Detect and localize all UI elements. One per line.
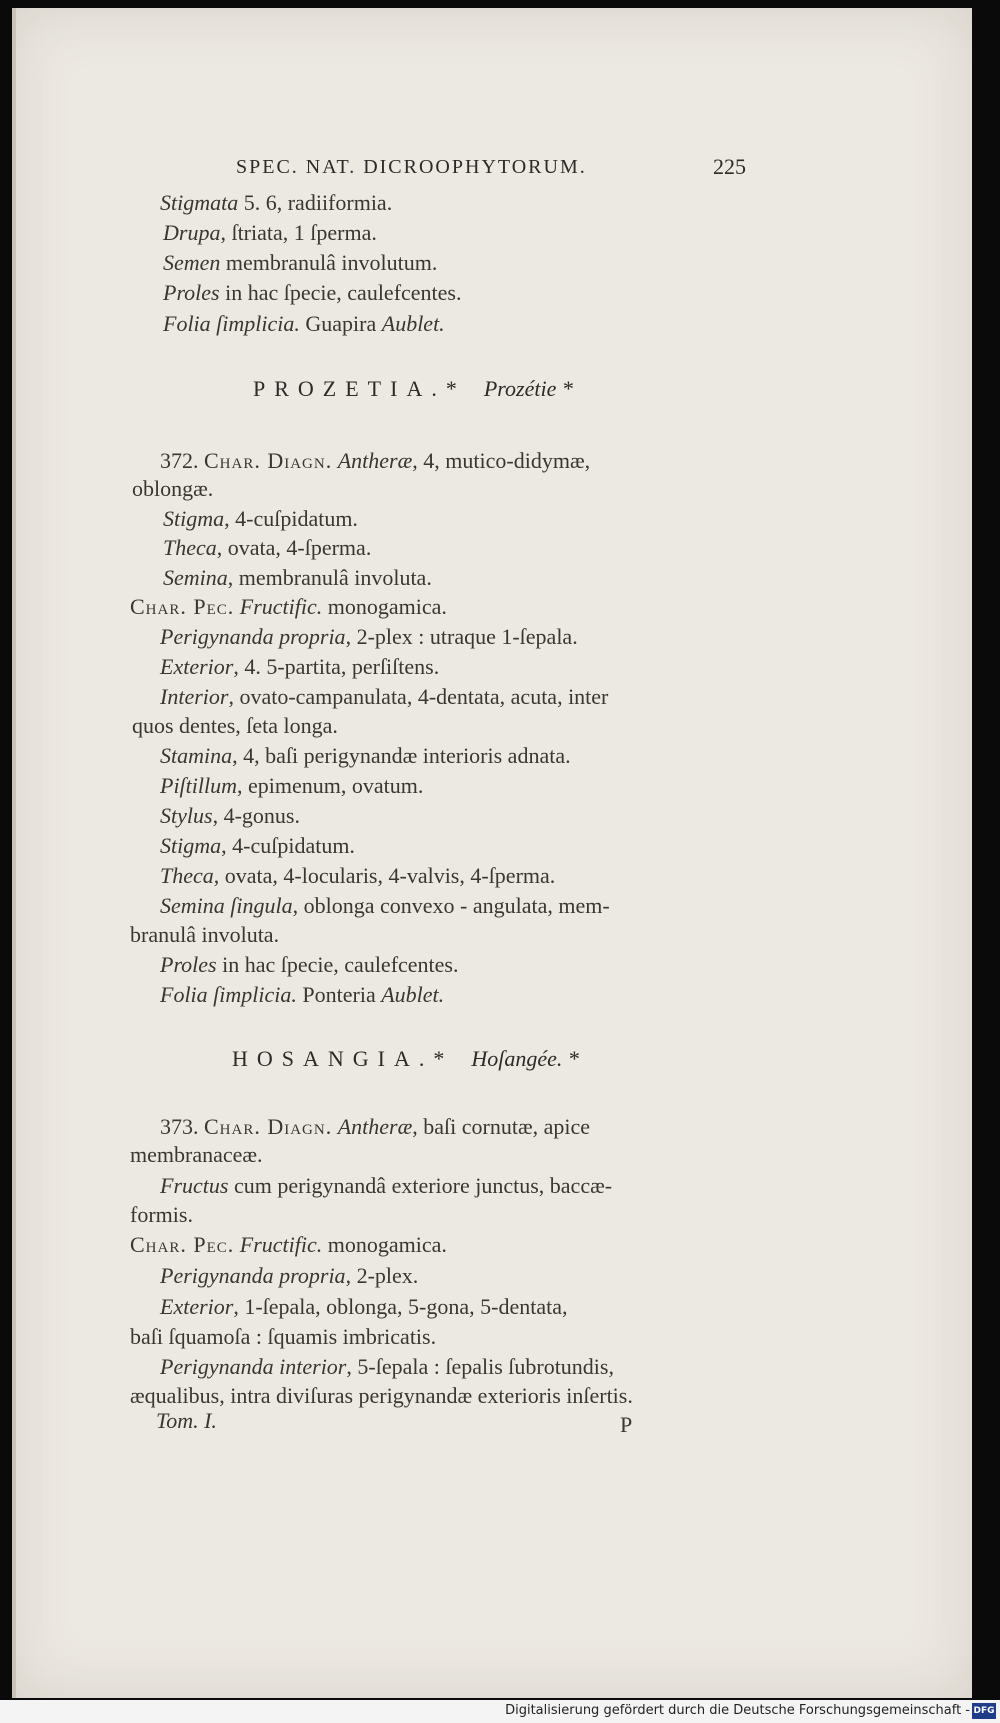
text-line — [163, 504, 358, 534]
text-run: , ovata, 4-locularis, 4-valvis, 4-ſperma. — [213, 863, 556, 888]
italic-term: Folia ſimplicia. — [160, 982, 297, 1007]
text-run: formis. — [130, 1202, 193, 1227]
text-line — [160, 682, 608, 712]
italic-term: Perigynanda interior — [160, 1354, 347, 1379]
text-run: branulâ involuta. — [130, 922, 280, 947]
text-line — [160, 980, 444, 1010]
italic-term: Proles — [163, 280, 220, 305]
text-run: cum perigynandâ exteriore junctus, baccæ- — [228, 1173, 613, 1198]
text-run: , oblonga convexo - angulata, mem- — [292, 893, 610, 918]
digitization-footer — [0, 1700, 1000, 1723]
gathering-signature: P — [620, 1412, 633, 1437]
text-run: , 4, baſi perigynandæ interioris adnata. — [232, 743, 571, 768]
text-line — [160, 1292, 568, 1322]
text-run: Guapira — [299, 311, 382, 336]
italic-term: Semen — [163, 250, 221, 275]
italic-term: Folia ſimplicia. — [163, 311, 300, 336]
italic-term: Fructus — [160, 1173, 229, 1198]
small-caps-label: Char. Pec. — [130, 594, 235, 619]
genus-vernacular: Hoſangée. * — [471, 1046, 579, 1071]
text-line — [160, 652, 439, 682]
text-line — [163, 248, 437, 278]
text-line — [163, 278, 462, 308]
italic-term: Aublet. — [381, 311, 445, 336]
text-line — [130, 1140, 263, 1170]
text-run: , baſi cornutæ, apice — [412, 1114, 591, 1139]
text-line — [132, 474, 213, 504]
text-run: Ponteria — [296, 982, 382, 1007]
small-caps-label: Char. Pec. — [130, 1232, 235, 1257]
text-line — [160, 622, 578, 652]
text-line — [160, 446, 590, 476]
text-run: monogamica. — [322, 1232, 447, 1257]
attribution-text: Digitalisierung gefördert durch die Deutsche Forschungsgemeinschaft - — [505, 1703, 970, 1718]
text-run: oblongæ. — [132, 476, 214, 501]
text-run: , 4-cuſpidatum. — [224, 506, 358, 531]
italic-term: Antheræ — [337, 448, 413, 473]
text-run: monogamica. — [322, 594, 447, 619]
text-line — [163, 533, 371, 563]
text-run: , epimenum, ovatum. — [237, 773, 424, 798]
italic-term: Aublet. — [381, 982, 445, 1007]
italic-term: Theca — [163, 535, 217, 560]
text-line — [160, 1352, 614, 1382]
genus-heading-hosangia — [232, 1046, 579, 1072]
italic-term: Theca — [160, 863, 214, 888]
text-line — [132, 711, 338, 741]
text-line — [160, 188, 392, 218]
text-run: in hac ſpecie, caulefcentes. — [216, 952, 459, 977]
text-line — [163, 309, 445, 339]
text-line — [160, 950, 459, 980]
text-run: , 5-ſepala : ſepalis ſubrotundis, — [346, 1354, 614, 1379]
text-run: quos dentes, ſeta longa. — [132, 713, 338, 738]
text-run: 5. 6, radiiformia. — [238, 190, 393, 215]
volume-signature: Tom. I. — [156, 1408, 217, 1433]
text-line — [160, 891, 610, 921]
text-run: , membranulâ involuta. — [227, 565, 432, 590]
italic-term: Piſtillum — [160, 773, 237, 798]
text-run: , 4-cuſpidatum. — [221, 833, 355, 858]
text-run: , ovato-campanulata, 4-dentata, acuta, inter — [228, 684, 609, 709]
page-number: 225 — [713, 154, 746, 179]
running-head: SPEC. NAT. DICROOPHYTORUM. — [236, 156, 587, 178]
text-run: 372. — [160, 448, 204, 473]
text-run: , 4, mutico-didymæ, — [412, 448, 591, 473]
italic-term: Fructific. — [239, 594, 323, 619]
small-caps-label: Char. Diagn. — [204, 448, 333, 473]
italic-term: Semina — [163, 565, 228, 590]
text-line — [160, 1171, 612, 1201]
text-line — [130, 592, 447, 622]
italic-term: Fructific. — [239, 1232, 323, 1257]
text-line — [160, 831, 355, 861]
text-line — [130, 1230, 447, 1260]
text-line — [130, 1322, 436, 1352]
italic-term: Interior — [160, 684, 229, 709]
italic-term: Perigynanda propria — [160, 624, 346, 649]
text-run: , ovata, 4-ſperma. — [216, 535, 372, 560]
text-line — [130, 1200, 193, 1230]
text-line — [160, 1112, 590, 1142]
text-run: , ſtriata, 1 ſperma. — [220, 220, 377, 245]
text-run: , 2-plex : utraque 1-ſepala. — [345, 624, 578, 649]
italic-term: Perigynanda propria — [160, 1263, 346, 1288]
text-run: 373. — [160, 1114, 204, 1139]
dfg-logo-icon: DFG — [972, 1703, 996, 1719]
text-run: , 1-ſepala, oblonga, 5-gona, 5-dentata, — [233, 1294, 568, 1319]
italic-term: Stamina — [160, 743, 233, 768]
text-line — [160, 771, 423, 801]
italic-term: Antheræ — [337, 1114, 413, 1139]
italic-term: Stigma — [160, 833, 222, 858]
text-run: baſi ſquamoſa : ſquamis imbricatis. — [130, 1324, 437, 1349]
text-run: æqualibus, intra diviſuras perigynandæ exterioris inſertis. — [130, 1383, 633, 1408]
genus-vernacular: Prozétie * — [483, 376, 573, 401]
text-run: membranaceæ. — [130, 1142, 263, 1167]
italic-term: Exterior — [160, 1294, 234, 1319]
italic-term: Semina ſingula — [160, 893, 293, 918]
italic-term: Stigma — [163, 506, 225, 531]
italic-term: Stylus — [160, 803, 213, 828]
text-line — [160, 801, 300, 831]
text-run: in hac ſpecie, caulefcentes. — [219, 280, 462, 305]
text-run: , 4. 5-partita, perſiſtens. — [233, 654, 440, 679]
italic-term: Drupa — [163, 220, 221, 245]
text-run: , 4-gonus. — [212, 803, 300, 828]
text-line — [160, 1261, 418, 1291]
text-run: membranulâ involutum. — [220, 250, 438, 275]
genus-name: PROZETIA.* — [253, 376, 466, 401]
small-caps-label: Char. Diagn. — [204, 1114, 333, 1139]
text-run: , 2-plex. — [345, 1263, 419, 1288]
text-line — [160, 741, 571, 771]
italic-term: Proles — [160, 952, 217, 977]
genus-name: HOSANGIA.* — [232, 1046, 454, 1071]
text-line — [163, 218, 377, 248]
italic-term: Stigmata — [160, 190, 239, 215]
text-line — [163, 563, 432, 593]
italic-term: Exterior — [160, 654, 234, 679]
text-line — [130, 920, 279, 950]
text-line — [160, 861, 555, 891]
genus-heading-prozetia — [253, 376, 573, 402]
